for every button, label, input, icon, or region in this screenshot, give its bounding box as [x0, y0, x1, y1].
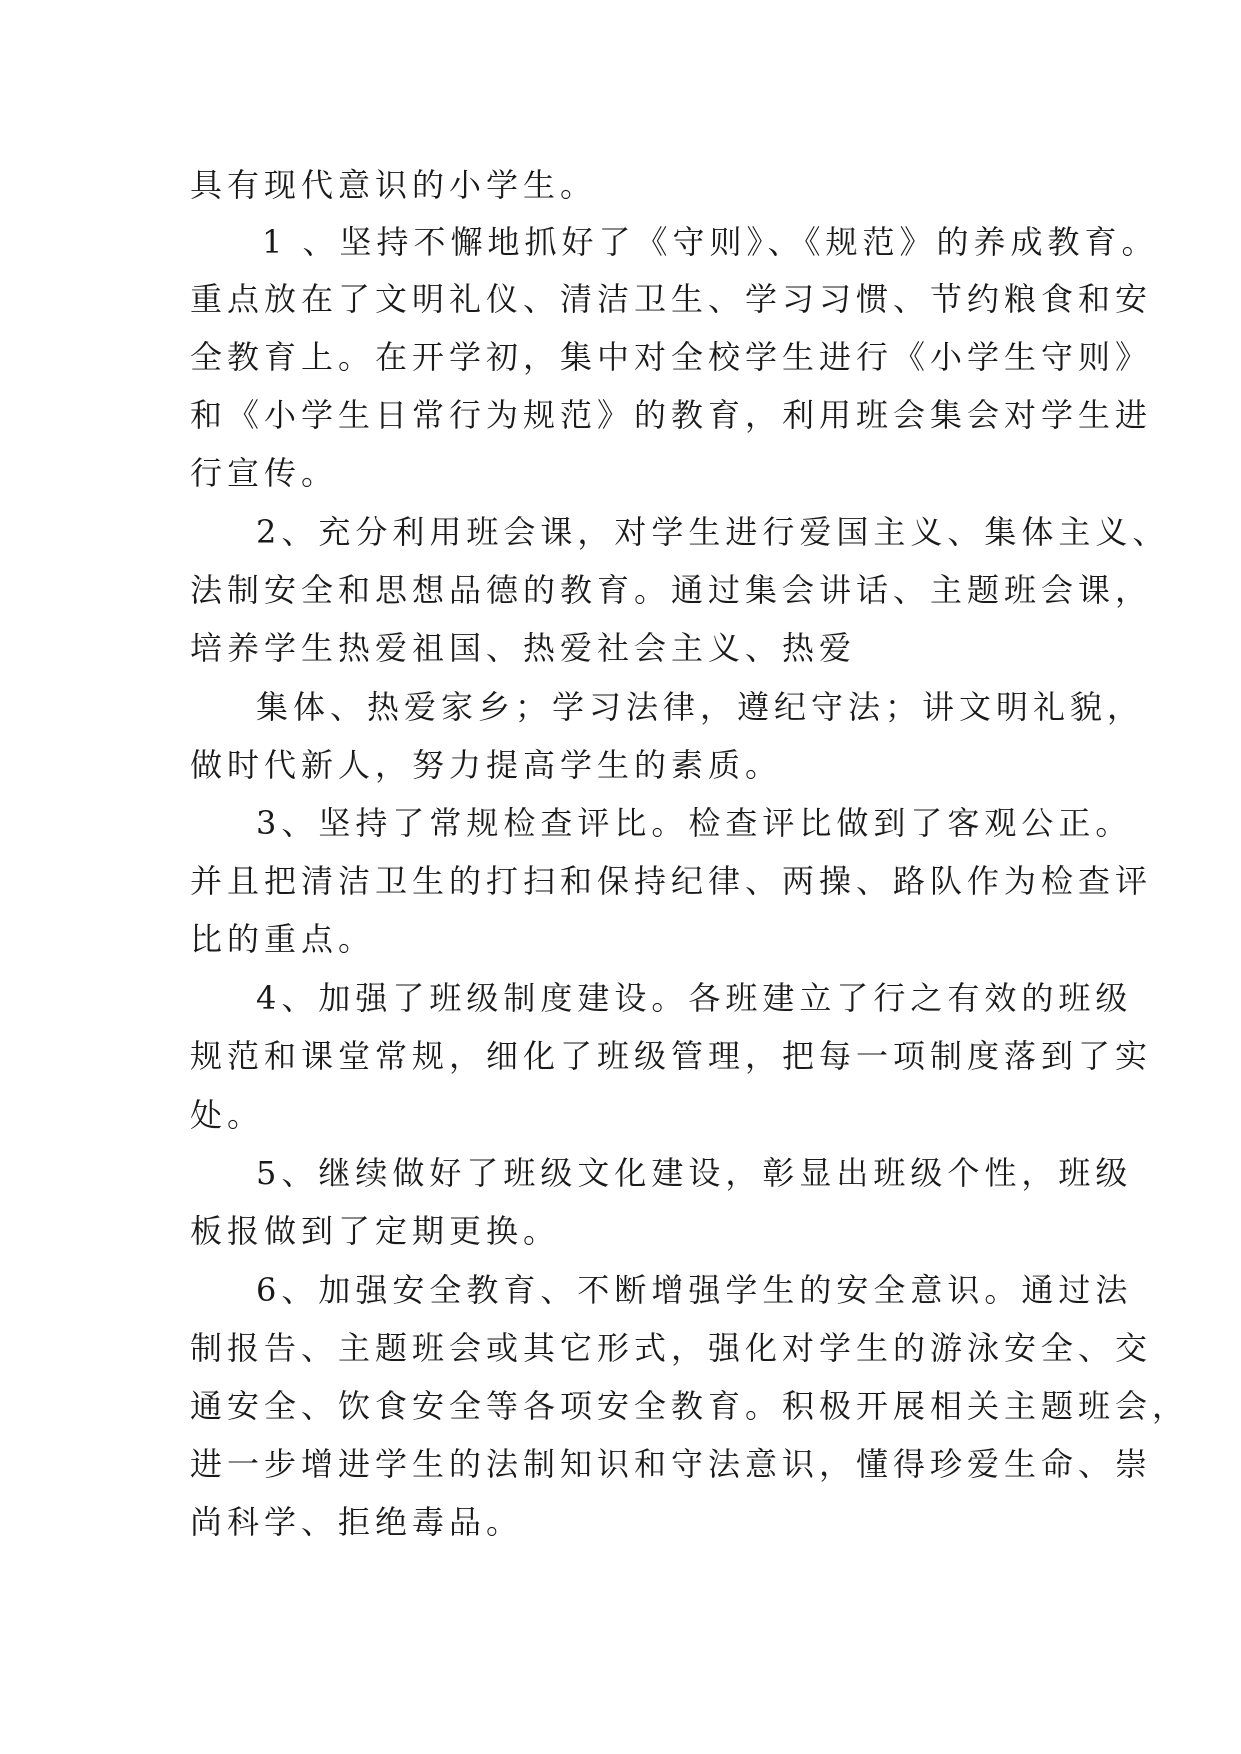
text-line: 规范和课堂常规，细化了班级管理，把每一项制度落到了实 [190, 1037, 1153, 1075]
text-line: 5、继续做好了班级文化建设，彰显出班级个性，班级 [256, 1154, 1133, 1192]
text-line: 1 、坚持不懈地抓好了《守则》、《规范》的养成教育。 [262, 223, 1159, 261]
text-line: 板报做到了定期更换。 [190, 1212, 561, 1250]
text-line: 3、坚持了常规检查评比。检查评比做到了客观公正。 [256, 804, 1133, 842]
text-line: 并且把清洁卫生的打扫和保持纪律、两操、路队作为检查评 [190, 862, 1153, 900]
text-line: 和《小学生日常行为规范》的教育，利用班会集会对学生进 [190, 396, 1153, 434]
text-line: 法制安全和思想品德的教育。通过集会讲话、主题班会课， [190, 571, 1153, 609]
text-line: 制报告、主题班会或其它形式，强化对学生的游泳安全、交 [190, 1329, 1153, 1367]
text-line: 处。 [190, 1096, 265, 1134]
text-line: 重点放在了文明礼仪、清洁卫生、学习习惯、节约粮食和安 [190, 280, 1153, 318]
text-line: 通安全、饮食安全等各项安全教育。积极开展相关主题班会， [190, 1387, 1190, 1425]
text-line: 2、充分利用班会课，对学生进行爱国主义、集体主义、 [256, 513, 1170, 551]
text-line: 全教育上。在开学初，集中对全校学生进行《小学生守则》 [190, 338, 1153, 376]
text-line: 尚科学、拒绝毒品。 [190, 1503, 524, 1541]
text-line: 4、加强了班级制度建设。各班建立了行之有效的班级 [256, 979, 1133, 1017]
text-line: 比的重点。 [190, 920, 376, 958]
text-line: 培养学生热爱祖国、热爱社会主义、热爱 [190, 629, 857, 667]
text-line: 6、加强安全教育、不断增强学生的安全意识。通过法 [256, 1271, 1133, 1309]
text-line: 行宣传。 [190, 454, 339, 492]
text-line: 具有现代意识的小学生。 [190, 166, 598, 204]
text-line: 做时代新人，努力提高学生的素质。 [190, 746, 783, 784]
text-line: 进一步增进学生的法制知识和守法意识，懂得珍爱生命、崇 [190, 1445, 1153, 1483]
text-line: 集体、热爱家乡；学习法律，遵纪守法；讲文明礼貌， [256, 688, 1145, 726]
